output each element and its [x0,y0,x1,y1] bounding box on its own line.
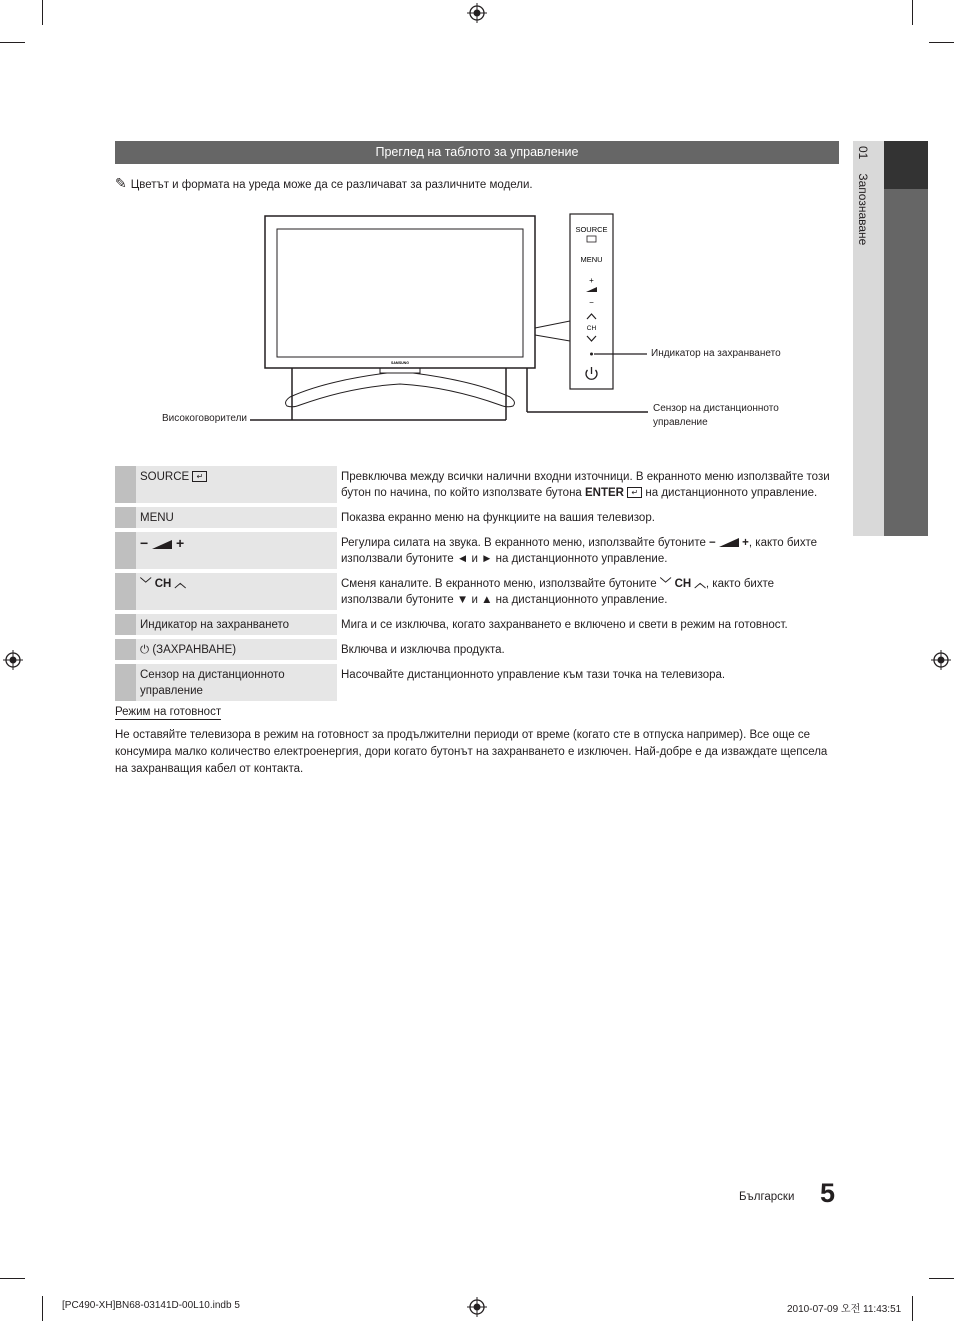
panel-plus-label: + [589,276,594,285]
control-description: Мига и се изключва, когато захранването е включено и свети в режим на готовност. [337,614,839,635]
volume-icon [152,540,172,549]
control-name: ﹀ CH ︿ [136,573,337,610]
standby-title: Режим на готовност [115,706,222,718]
tv-brand-logo: SAMSUNG [391,361,409,365]
crop-mark [0,1278,25,1279]
registration-mark-icon [467,1297,487,1317]
chevron-up-icon: ︿ [694,578,706,590]
table-row [115,614,839,635]
crop-mark [929,1278,954,1279]
control-description: Включва и изключва продукта. [337,639,839,660]
controls-table [115,462,839,705]
control-name: SOURCE ↵ [136,466,337,503]
crop-mark [929,42,954,43]
registration-mark-icon [467,3,487,23]
label-speakers: Високоговорители [162,413,247,424]
panel-menu-label: MENU [580,255,603,264]
source-enter-icon: ↵ [192,471,207,482]
control-name: − + [136,532,337,569]
panel-ch-label: CH [586,325,597,332]
table-row [115,573,839,610]
side-tab-text [856,146,870,245]
chevron-down-icon: ﹀ [659,578,672,590]
panel-minus-label: − [589,298,594,307]
note [115,175,533,192]
standby-text: Не оставяйте телевизора в режим на готовност за продължителни периоди от време (когато сте в отпуска например). Все още се консумира малко количество електроенергия, дори когато бутонът на захранването е изключен. Най-добре е да изваждате щепсела на захранващия кабел от контакта. [115,729,828,775]
note-text: Цветът и формата на уреда може да се различават за различните модели. [130,179,533,191]
print-timestamp: 2010-07-09 오전 11:43:51 [787,1304,902,1315]
label-remote-sensor [653,402,779,430]
panel-power-indicator-icon [590,353,593,356]
control-description: Превключва между всички налични входни източници. В екранното меню използвайте този бутон по начина, по който използвате бутона ENTER ↵ на дистанционното управление. [337,466,839,503]
table-row [115,532,839,569]
chevron-up-icon: ︿ [174,578,187,590]
registration-mark-icon [3,650,23,670]
volume-icon [719,538,739,547]
enter-icon: ↵ [627,487,642,498]
side-tab-marker [884,141,928,189]
chapter-number: 01 [856,146,870,160]
crop-mark [0,42,25,43]
page-number: 5 [820,1178,836,1208]
table-row [115,664,839,701]
pencil-note-icon: ✎ [115,175,127,191]
control-description: Сменя каналите. В екранното меню, използвайте бутоните ﹀ CH ︿, както бихте използвали бутоните ▼ и ▲ на дистанционното управление. [337,573,839,610]
control-name: Индикатор на захранването [136,614,337,635]
crop-mark [912,1296,913,1321]
chapter-label: Запознаване [856,173,870,246]
crop-mark [42,1296,43,1321]
side-tab-strip [884,189,928,536]
control-name: ⏻ (ЗАХРАНВАНЕ) [136,639,337,660]
chevron-down-icon: ﹀ [140,578,152,590]
power-icon: ⏻ [140,644,150,656]
crop-mark [912,0,913,25]
registration-mark-icon [931,650,951,670]
control-name: MENU [136,507,337,528]
control-description: Показва екранно меню на функциите на вашия телевизор. [337,507,839,528]
control-name: Сензор на дистанционното управление [136,664,337,701]
control-description: Насочвайте дистанционното управление към тази точка на телевизора. [337,664,839,701]
label-remote-sensor-line2: управление [653,417,708,428]
label-remote-sensor-line1: Сензор на дистанционното [653,403,779,414]
table-row [115,507,839,528]
file-name: [PC490-XH]BN68-03141D-00L10.indb 5 [62,1300,240,1311]
table-row [115,466,839,503]
section-title: Преглед на таблото за управление [115,141,839,164]
table-row [115,639,839,660]
crop-mark [42,0,43,25]
label-power-indicator: Индикатор на захранването [651,348,781,359]
language-label: Български [739,1191,795,1203]
control-description: Регулира силата на звука. В екранното меню, използвайте бутоните − +, както бихте използвали бутоните ◄ и ► на дистанционното управление. [337,532,839,569]
panel-source-label: SOURCE [575,225,608,234]
